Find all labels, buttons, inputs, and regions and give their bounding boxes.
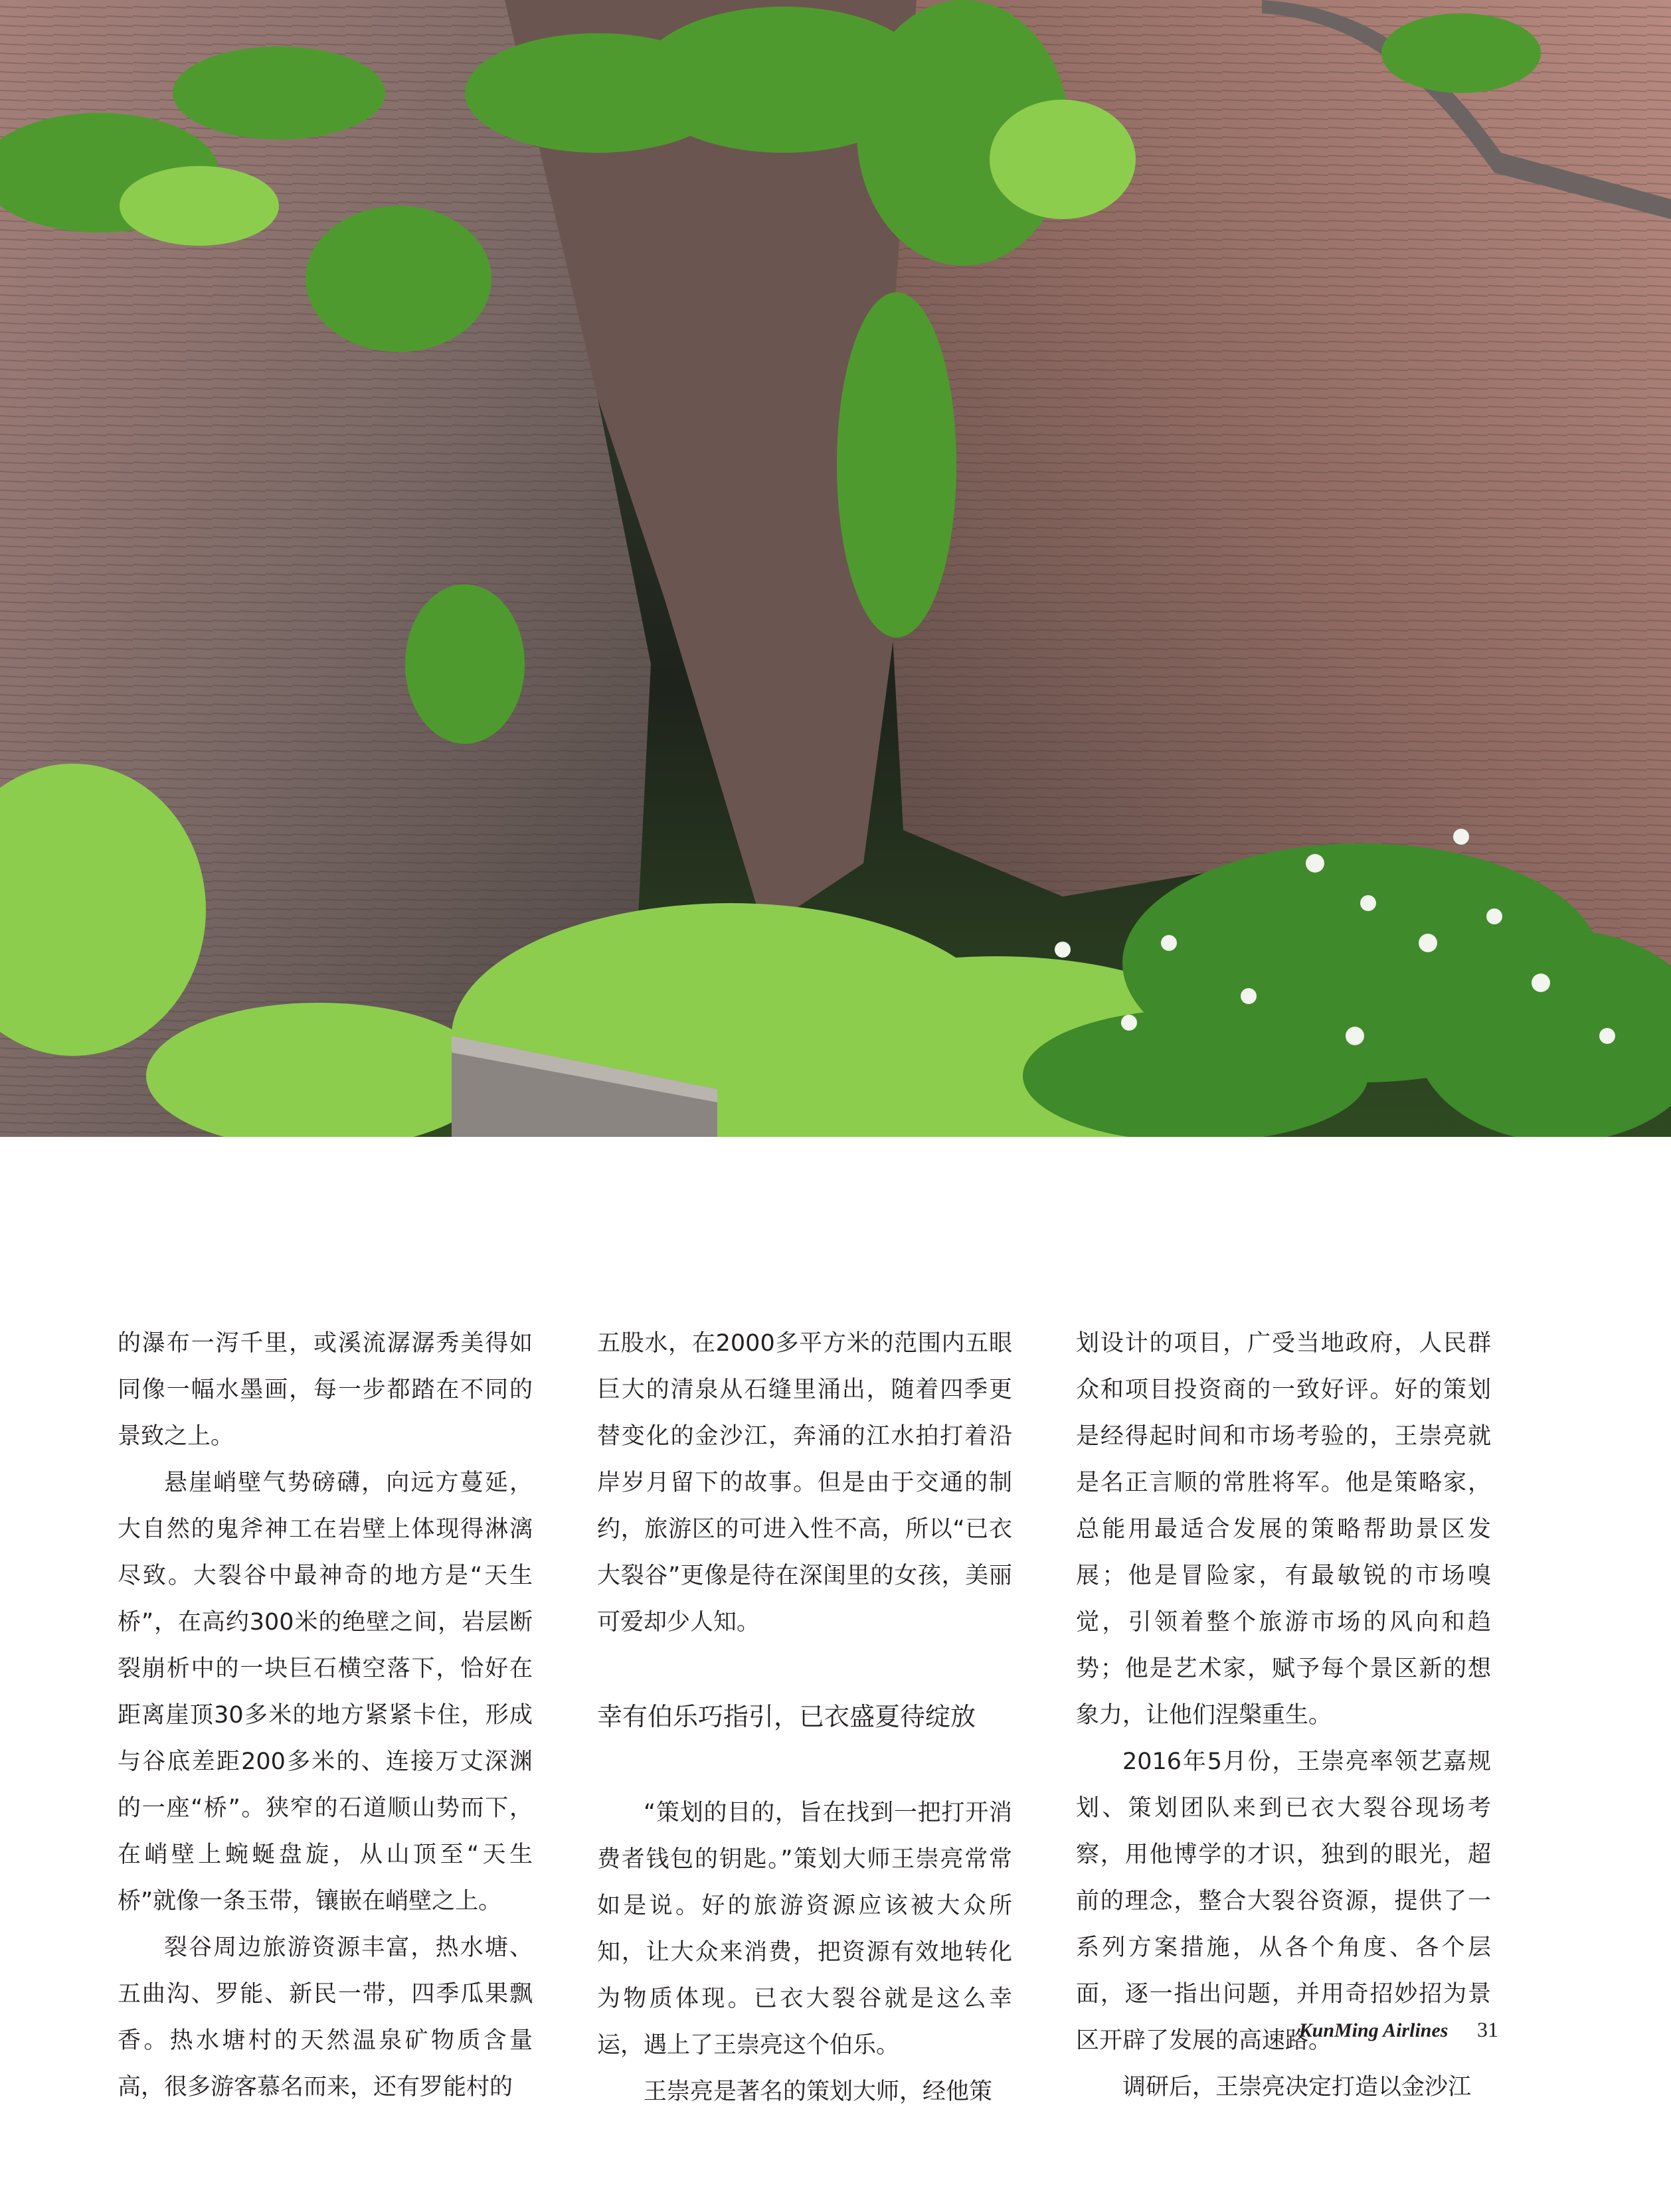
paragraph: 悬崖峭壁气势磅礴，向远方蔓延，大自然的鬼斧神工在岩壁上体现得淋漓尽致。大裂谷中最神奇的地方是“天生桥”，在高约300米的绝壁之间，岩层断裂崩析中的一块巨石横空落下，恰好在距离崖顶30多米的地方紧紧卡住，形成与谷底差距200多米的、连接万丈深渊的一座“桥”。狭窄的石道顺山势而下，在峭壁上蜿蜒盘旋，从山顶至“天生桥”就像一条玉带，镶嵌在峭壁之上。 <box>118 1470 533 1914</box>
paragraph: 裂谷周边旅游资源丰富，热水塘、五曲沟、罗能、新民一带，四季瓜果飘香。热水塘村的天然温泉矿物质含量高，很多游客慕名而来，还有罗能村的 <box>118 1934 533 2100</box>
paragraph: 五股水，在2000多平方米的范围内五眼巨大的清泉从石缝里涌出，随着四季更替变化的金沙江，奔涌的江水拍打着沿岸岁月留下的故事。但是由于交通的制约，旅游区的可进入性不高，所以“已衣大裂谷”更像是待在深闺里的女孩，美丽可爱却少人知。 <box>597 1330 1012 1636</box>
article-column-1 <box>118 1320 533 2110</box>
paragraph: “策划的目的，旨在找到一把打开消费者钱包的钥匙。”策划大师王崇亮常常如是说。好的旅游资源应该被大众所知，让大众来消费，把资源有效地转化为物质体现。已衣大裂谷就是这么幸运，遇上了王崇亮这个伯乐。 <box>597 1800 1012 2059</box>
paragraph: 王崇亮是著名的策划大师，经他策 <box>644 2079 993 2105</box>
article-column-2 <box>597 1320 1012 2115</box>
paragraph: 划设计的项目，广受当地政府，人民群众和项目投资商的一致好评。好的策划是经得起时间和市场考验的，王崇亮就是名正言顺的常胜将军。他是策略家，总能用最适合发展的策略帮助景区发展；他是冒险家，有最敏锐的市场嗅觉，引领着整个旅游市场的风向和趋势；他是艺术家，赋予每个景区新的想象力，让他们涅槃重生。 <box>1076 1330 1491 1729</box>
section-subheading: 幸有伯乐巧指引，已衣盛夏待绽放 <box>597 1702 976 1731</box>
page-footer <box>1299 2017 1498 2042</box>
article-column-3 <box>1076 1320 1491 2110</box>
paragraph: 的瀑布一泻千里，或溪流潺潺秀美得如同像一幅水墨画，每一步都踏在不同的景致之上。 <box>118 1330 533 1450</box>
paragraph: 2016年5月份，王崇亮率领艺嘉规划、策划团队来到已衣大裂谷现场考察，用他博学的才识，独到的眼光，超前的理念，整合大裂谷资源，提供了一系列方案措施，从各个角度、各个层面，逐一指出问题，并用奇招妙招为景区开辟了发展的高速路。 <box>1076 1748 1491 2054</box>
paragraph: 调研后，王崇亮决定打造以金沙江 <box>1122 2074 1472 2100</box>
magazine-brand: KunMing Airlines <box>1298 2019 1449 2041</box>
page-number: 31 <box>1477 2017 1498 2041</box>
